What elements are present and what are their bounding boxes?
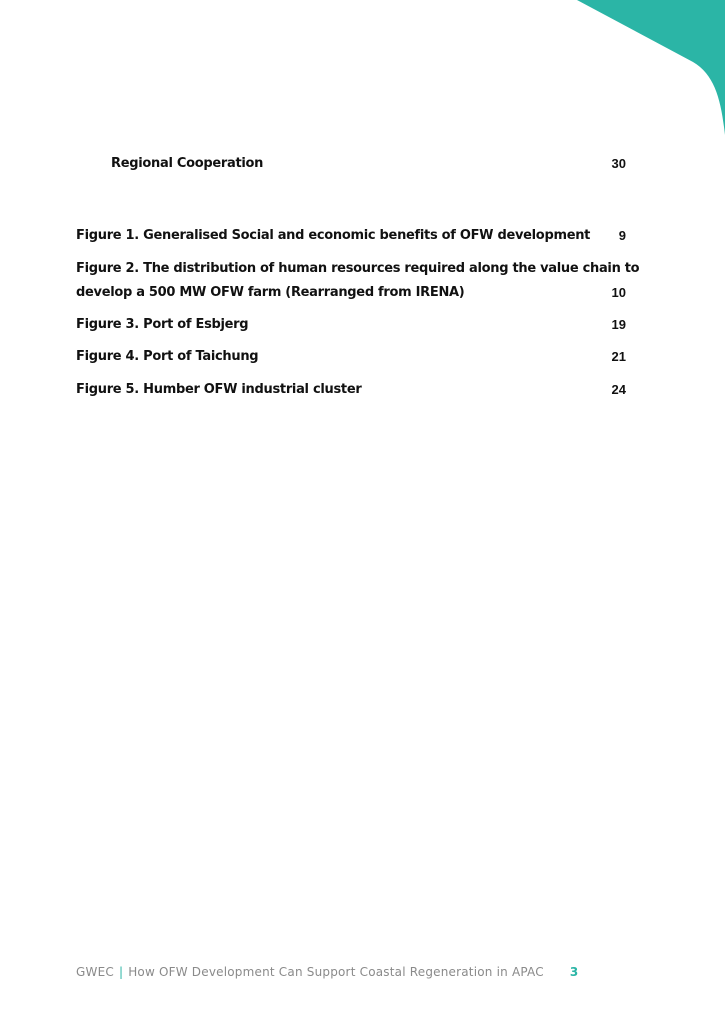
toc-entry-page: 30 xyxy=(611,156,626,171)
footer-page-number: 3 xyxy=(569,965,579,979)
toc-entry-figure-1[interactable] xyxy=(76,227,626,244)
toc-entry-label: Figure 4. Port of Taichung xyxy=(76,349,259,364)
toc-entry-figure-5[interactable] xyxy=(76,381,626,398)
toc-entry-label-line2: develop a 500 MW OFW farm (Rearranged from IRENA) xyxy=(76,285,465,300)
toc-entry-page: 21 xyxy=(611,349,626,364)
toc-entry-label: Figure 5. Humber OFW industrial cluster xyxy=(76,382,362,397)
footer-org: GWEC xyxy=(76,965,114,979)
toc-entry-figure-3[interactable] xyxy=(76,316,626,333)
footer-report-title: How OFW Development Can Support Coastal Regeneration in APAC xyxy=(128,965,544,979)
toc-entry-page: 19 xyxy=(611,317,626,332)
toc-entry-regional-cooperation[interactable] xyxy=(76,155,626,172)
page-footer xyxy=(76,965,578,979)
toc-entry-label: Figure 2. The distribution of human resources required along the value chain to xyxy=(76,261,640,276)
toc-entry-page: 9 xyxy=(618,228,626,243)
toc-entry-figure-4[interactable] xyxy=(76,348,626,365)
toc-entry-figure-2[interactable] xyxy=(76,260,640,301)
corner-decoration xyxy=(575,0,725,140)
toc-entry-page: 10 xyxy=(611,285,626,300)
toc-entry-page: 24 xyxy=(611,382,626,397)
toc-entry-label: Figure 1. Generalised Social and economic benefits of OFW development xyxy=(76,228,591,243)
toc-entry-label: Regional Cooperation xyxy=(111,156,264,171)
footer-separator: | xyxy=(118,965,124,979)
toc-entry-label: Figure 3. Port of Esbjerg xyxy=(76,317,249,332)
